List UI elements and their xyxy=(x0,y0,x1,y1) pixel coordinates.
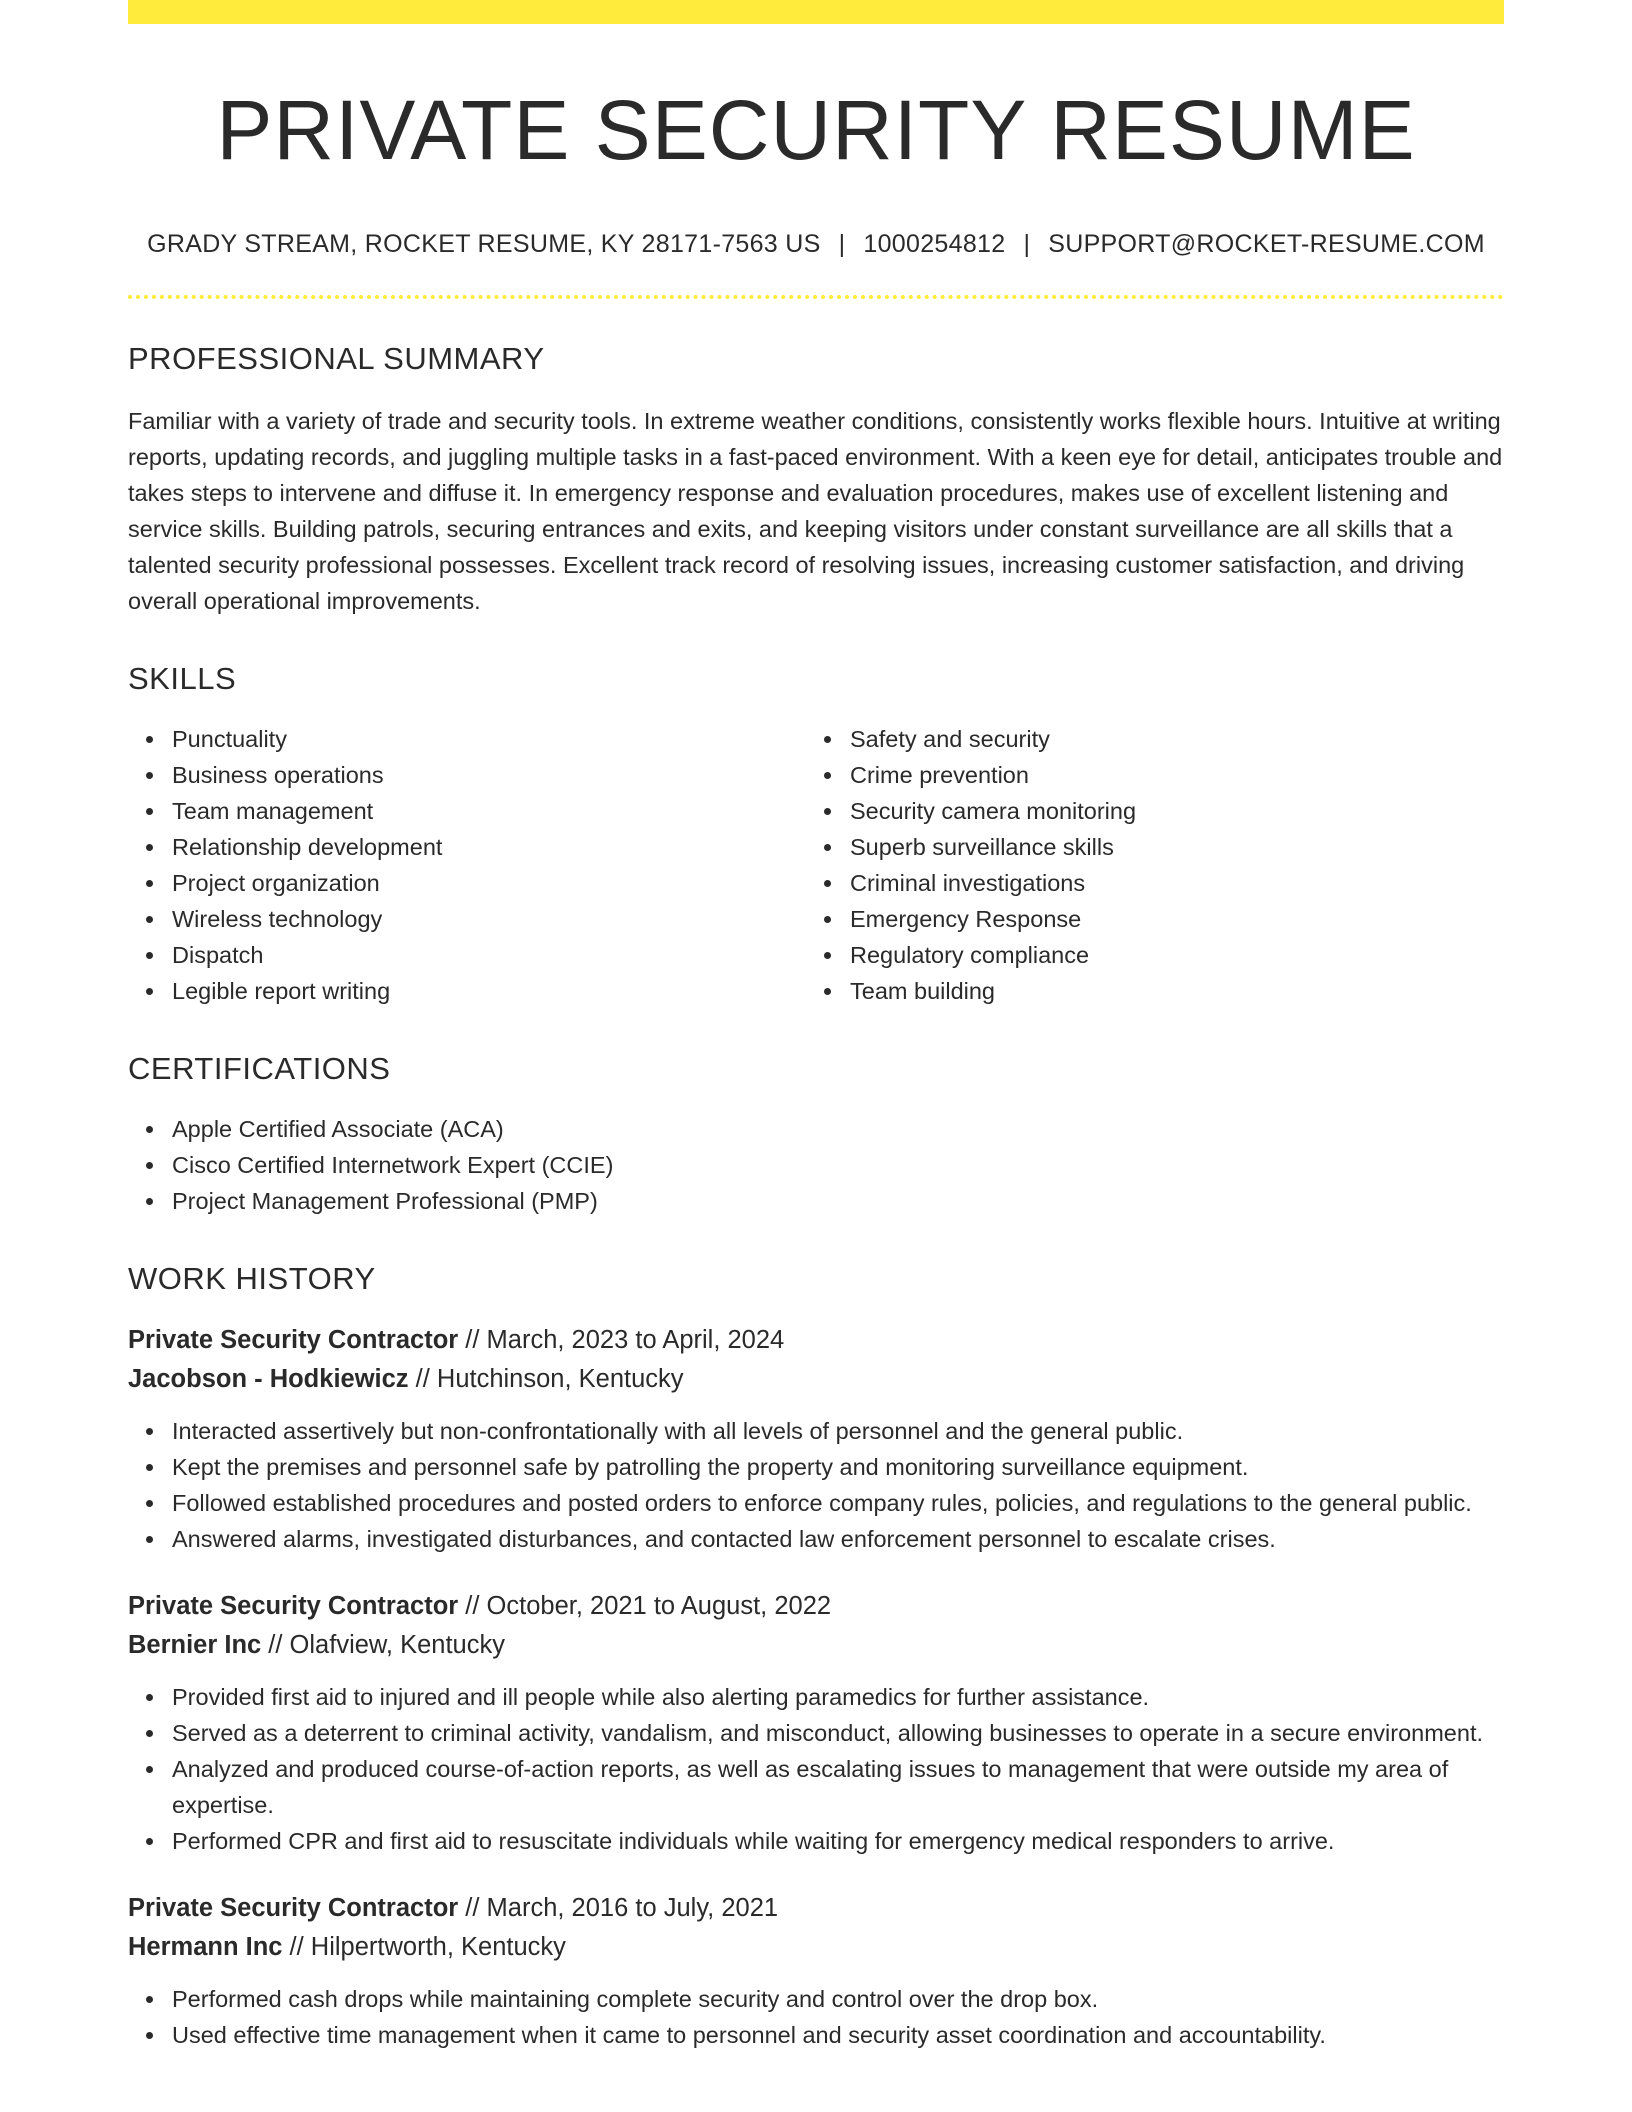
job-entry xyxy=(128,1321,1504,1557)
job-duty: Served as a deterrent to criminal activity, vandalism, and misconduct, allowing businesses to operate in a secure environment. xyxy=(172,1715,1504,1751)
job-duty: Interacted assertively but non-confrontationally with all levels of personnel and the general public. xyxy=(172,1413,1504,1449)
skill-item: Project organization xyxy=(172,865,806,901)
work-history-heading: WORK HISTORY xyxy=(128,1261,376,1296)
job-duty: Performed CPR and first aid to resuscitate individuals while waiting for emergency medical responders to arrive. xyxy=(172,1823,1504,1859)
job-company: Hermann Inc xyxy=(128,1933,283,1961)
certifications-section xyxy=(128,1049,1504,1219)
job-duty: Answered alarms, investigated disturbances, and contacted law enforcement personnel to escalate crises. xyxy=(172,1521,1504,1557)
skills-list-right xyxy=(806,721,1484,1009)
summary-section xyxy=(128,339,1504,619)
skill-item: Security camera monitoring xyxy=(850,793,1484,829)
summary-text: Familiar with a variety of trade and security tools. In extreme weather conditions, consistently works flexible hours. Intuitive at writing reports, updating records, and juggling multiple tasks in a fast-paced environment. With a keen eye for detail, anticipates trouble and takes steps to intervene and diffuse it. In emergency response and evaluation procedures, makes use of excellent listening and service skills. Building patrols, securing entrances and exits, and keeping visitors under constant surveillance are all skills that a talented security professional possesses. Excellent track record of resolving issues, increasing customer satisfaction, and driving overall operational improvements. xyxy=(128,408,1503,614)
contact-separator: | xyxy=(838,230,846,258)
job-location: // Hilpertworth, Kentucky xyxy=(282,1933,566,1961)
job-company: Bernier Inc xyxy=(128,1631,262,1659)
certifications-heading: CERTIFICATIONS xyxy=(128,1051,391,1086)
job-location: // Hutchinson, Kentucky xyxy=(408,1365,684,1393)
skill-item: Criminal investigations xyxy=(850,865,1484,901)
skill-item: Business operations xyxy=(172,757,806,793)
skill-item: Legible report writing xyxy=(172,973,806,1009)
skills-section xyxy=(128,659,1504,1009)
job-title-line xyxy=(128,1321,1504,1360)
skills-heading: SKILLS xyxy=(128,661,237,696)
job-title-line xyxy=(128,1889,1504,1928)
job-dates: // March, 2023 to April, 2024 xyxy=(458,1326,785,1354)
job-location: // Olafview, Kentucky xyxy=(261,1631,505,1659)
skill-item: Wireless technology xyxy=(172,901,806,937)
job-duty: Analyzed and produced course-of-action reports, as well as escalating issues to management that were outside my area of expertise. xyxy=(172,1751,1504,1823)
job-duty: Used effective time management when it came to personnel and security asset coordination and accountability. xyxy=(172,2017,1504,2053)
dotted-divider xyxy=(128,295,1504,299)
accent-bar xyxy=(128,0,1504,24)
contact-separator: | xyxy=(1023,230,1031,258)
skill-item: Crime prevention xyxy=(850,757,1484,793)
resume-title: PRIVATE SECURITY RESUME xyxy=(216,83,1416,177)
skill-item: Relationship development xyxy=(172,829,806,865)
skill-item: Safety and security xyxy=(850,721,1484,757)
job-duties-list xyxy=(128,1679,1504,1859)
job-title-line xyxy=(128,1587,1504,1626)
job-duty: Kept the premises and personnel safe by patrolling the property and monitoring surveillance equipment. xyxy=(172,1449,1504,1485)
contact-email: SUPPORT@ROCKET-RESUME.COM xyxy=(1048,230,1485,258)
job-duty: Performed cash drops while maintaining complete security and control over the drop box. xyxy=(172,1981,1504,2017)
job-title: Private Security Contractor xyxy=(128,1326,459,1354)
job-duties-list xyxy=(128,1413,1504,1557)
skills-grid xyxy=(128,699,1504,1009)
contact-address: GRADY STREAM, ROCKET RESUME, KY 28171-7563 US xyxy=(147,230,821,258)
skill-item: Regulatory compliance xyxy=(850,937,1484,973)
skill-item: Dispatch xyxy=(172,937,806,973)
summary-heading: PROFESSIONAL SUMMARY xyxy=(128,341,545,376)
skill-item: Punctuality xyxy=(172,721,806,757)
job-title: Private Security Contractor xyxy=(128,1592,459,1620)
job-duty: Followed established procedures and posted orders to enforce company rules, policies, and regulations to the general public. xyxy=(172,1485,1504,1521)
skills-list-left xyxy=(128,721,806,1009)
job-dates: // October, 2021 to August, 2022 xyxy=(458,1592,832,1620)
job-company-line xyxy=(128,1626,1504,1665)
job-company-line xyxy=(128,1928,1504,1967)
job-company: Jacobson - Hodkiewicz xyxy=(128,1365,409,1393)
job-company-line xyxy=(128,1360,1504,1399)
resume-page xyxy=(128,0,1504,2053)
contact-phone: 1000254812 xyxy=(863,230,1006,258)
job-entry xyxy=(128,1587,1504,1859)
certification-item: Apple Certified Associate (ACA) xyxy=(172,1111,1504,1147)
contact-line xyxy=(128,230,1504,259)
job-duties-list xyxy=(128,1981,1504,2053)
job-title: Private Security Contractor xyxy=(128,1894,459,1922)
job-dates: // March, 2016 to July, 2021 xyxy=(458,1894,779,1922)
certifications-list xyxy=(128,1111,1504,1219)
skill-item: Superb surveillance skills xyxy=(850,829,1484,865)
job-duty: Provided first aid to injured and ill people while also alerting paramedics for further assistance. xyxy=(172,1679,1504,1715)
skill-item: Emergency Response xyxy=(850,901,1484,937)
certification-item: Cisco Certified Internetwork Expert (CCIE) xyxy=(172,1147,1504,1183)
skill-item: Team building xyxy=(850,973,1484,1009)
job-entry xyxy=(128,1889,1504,2053)
skill-item: Team management xyxy=(172,793,806,829)
certification-item: Project Management Professional (PMP) xyxy=(172,1183,1504,1219)
work-history-section xyxy=(128,1259,1504,2053)
